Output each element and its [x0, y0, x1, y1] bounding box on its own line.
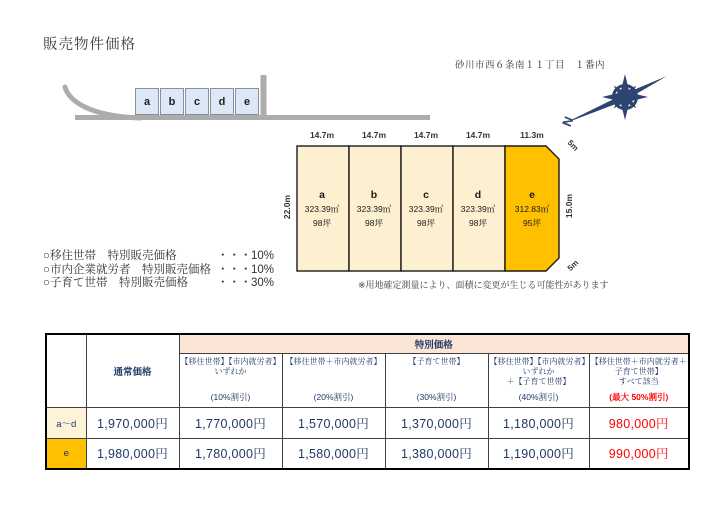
- dimension-label-width-a: 14.7m: [309, 130, 335, 140]
- lot-e: [504, 145, 560, 272]
- row-label-ad: a～d: [46, 407, 86, 438]
- discount-value: 30%: [251, 277, 275, 289]
- header-line: 【移住世帯】【市内就労者】: [180, 356, 281, 366]
- discount-item: [43, 277, 274, 291]
- price-cell: 1,770,000円: [179, 407, 282, 438]
- curved-road: [65, 87, 140, 118]
- dimension-label-width-e: 11.3m: [520, 130, 544, 140]
- discount-label: ○市内企業就労者 特別販売価格: [43, 263, 211, 276]
- discount-rate: (40%割引): [518, 391, 559, 402]
- dimension-label-left: 22.0m: [282, 194, 292, 220]
- lot-area: 323.39㎡: [356, 203, 392, 214]
- site-lot-a: a: [135, 88, 159, 115]
- lot-c: [400, 145, 452, 272]
- column-header-10pct: [179, 353, 282, 407]
- column-header-30pct: [385, 353, 488, 407]
- price-table: [45, 333, 690, 470]
- row-label-e: e: [46, 438, 86, 469]
- dimension-label-right: 15.0m: [564, 193, 574, 219]
- discount-dots: ・・・: [217, 263, 252, 276]
- table-row-e: [46, 438, 689, 469]
- lot-area: 312.83㎡: [514, 203, 550, 214]
- lot-diagram: [296, 145, 560, 272]
- price-cell: 1,580,000円: [282, 438, 385, 469]
- discount-item: [43, 264, 274, 278]
- dimension-label-width-d: 14.7m: [465, 130, 491, 140]
- discount-rate: (10%割引): [210, 391, 251, 402]
- lot-letter: c: [423, 188, 429, 201]
- table-corner-cell: [46, 334, 86, 407]
- site-lot-b: b: [160, 88, 184, 115]
- property-address: 砂川市西６条南１１丁目 １番内: [455, 60, 606, 71]
- price-cell: 1,370,000円: [385, 407, 488, 438]
- lot-tsubo: 98坪: [313, 217, 331, 228]
- special-price-group-header: 特別価格: [179, 334, 689, 353]
- lot-tsubo: 98坪: [417, 217, 435, 228]
- lot-tsubo: 98坪: [469, 217, 487, 228]
- header-line: 【移住世帯＋市内就労者＋子育て世帯】: [590, 356, 687, 376]
- dimension-label-corner-top: 5m: [565, 138, 581, 153]
- discount-label: ○移住世帯 特別販売価格: [43, 250, 177, 262]
- header-line: すべて該当: [618, 377, 659, 387]
- price-cell: 1,180,000円: [488, 407, 589, 438]
- discount-rate-max: (最大 50%割引): [609, 391, 669, 402]
- column-header-20pct: [282, 353, 385, 407]
- discount-value: 10%: [251, 250, 275, 262]
- lot-letter: d: [474, 188, 482, 201]
- header-line: ＋【子育て世帯】: [506, 377, 571, 387]
- price-cell: 1,980,000円: [86, 438, 179, 469]
- header-line: いずれか: [522, 366, 555, 376]
- page-title: 販売物件価格: [43, 37, 136, 53]
- price-cell: 1,780,000円: [179, 438, 282, 469]
- price-cell-max-discount: 990,000円: [589, 438, 689, 469]
- price-cell-max-discount: 980,000円: [589, 407, 689, 438]
- header-line: 【移住世帯＋市内就労者】: [285, 356, 382, 366]
- lot-letter: a: [319, 188, 325, 201]
- discount-label: ○子育て世帯 特別販売価格: [43, 277, 188, 289]
- discount-rate: (30%割引): [416, 391, 457, 402]
- lot-a: [296, 145, 348, 272]
- price-cell: 1,190,000円: [488, 438, 589, 469]
- header-line: いずれか: [214, 366, 247, 376]
- lot-area: 323.39㎡: [460, 203, 496, 214]
- lot-area: 323.39㎡: [304, 203, 340, 214]
- discount-dots: ・・・: [217, 250, 252, 262]
- discount-dots: ・・・: [217, 277, 252, 289]
- discount-item: [43, 250, 274, 264]
- north-label: N: [558, 114, 577, 129]
- normal-price-header: 通常価格: [86, 334, 179, 407]
- dimension-label-width-b: 14.7m: [361, 130, 387, 140]
- discount-list: [43, 250, 274, 291]
- table-row-ad: [46, 407, 689, 438]
- lot-area: 323.39㎡: [408, 203, 444, 214]
- site-map-lots: [135, 88, 259, 115]
- site-lot-e: e: [235, 88, 259, 115]
- discount-value: 10%: [251, 263, 275, 276]
- compass-rose-icon: [555, 66, 685, 136]
- dimension-label-width-c: 14.7m: [413, 130, 439, 140]
- price-cell: 1,380,000円: [385, 438, 488, 469]
- column-header-40pct: [488, 353, 589, 407]
- lot-b: [348, 145, 400, 272]
- lot-d: [452, 145, 504, 272]
- discount-rate: (20%割引): [313, 391, 354, 402]
- site-lot-c: c: [185, 88, 209, 115]
- price-cell: 1,970,000円: [86, 407, 179, 438]
- survey-note: ※用地確定測量により、面積に変更が生じる可能性があります: [358, 280, 609, 290]
- price-cell: 1,570,000円: [282, 407, 385, 438]
- column-header-50pct: [589, 353, 689, 407]
- lot-letter: e: [529, 188, 535, 201]
- lot-letter: b: [370, 188, 378, 201]
- lot-tsubo: 98坪: [365, 217, 383, 228]
- lot-tsubo: 95坪: [523, 217, 541, 228]
- site-lot-d: d: [210, 88, 234, 115]
- dimension-label-corner-bottom: 5m: [565, 258, 581, 273]
- header-line: 【子育て世帯】: [408, 356, 465, 366]
- header-line: 【移住世帯】【市内就労者】: [489, 356, 590, 366]
